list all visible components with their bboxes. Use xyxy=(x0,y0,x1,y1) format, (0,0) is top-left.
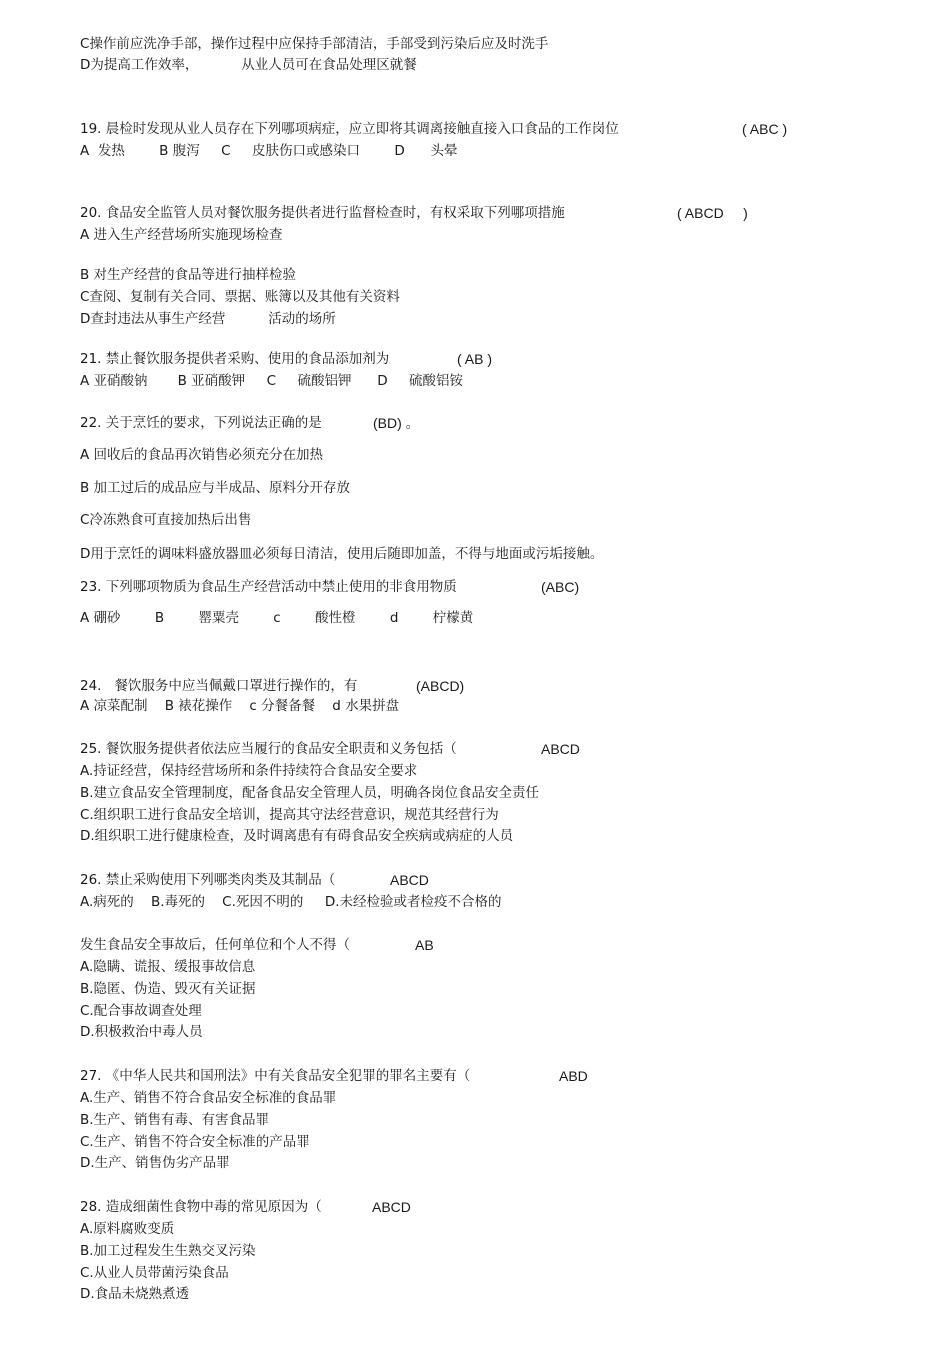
q22-option-b: B 加工过后的成品应与半成品、原料分开存放 xyxy=(80,480,351,496)
q18-option-c: C操作前应洗净手部，操作过程中应保持手部清洁，手部受到污染后应及时洗手 xyxy=(80,36,549,52)
q23-stem: 23. 下列哪项物质为食品生产经营活动中禁止使用的非食用物质 xyxy=(80,579,457,595)
q23-answer: (ABC) xyxy=(541,579,580,595)
q25-stem: 25. 餐饮服务提供者依法应当履行的食品安全职责和义务包括（ xyxy=(80,741,457,757)
q26b-option-a: A.隐瞒、谎报、缓报事故信息 xyxy=(80,959,256,975)
q27-option-c: C.生产、销售不符合安全标准的产品罪 xyxy=(80,1134,310,1150)
q22-option-d: D用于烹饪的调味料盛放器皿必须每日清洁，使用后随即加盖，不得与地面或污垢接触。 xyxy=(80,546,604,562)
q22-option-a: A 回收后的食品再次销售必须充分在加热 xyxy=(80,447,324,463)
q26-options: A.病死的 B.毒死的 C.死因不明的 D.未经检验或者检疫不合格的 xyxy=(80,894,502,910)
q26-answer: ABCD xyxy=(390,872,429,888)
q28-option-c: C.从业人员带菌污染食品 xyxy=(80,1265,229,1281)
q25-option-b: B.建立食品安全管理制度，配备食品安全管理人员，明确各岗位食品安全责任 xyxy=(80,785,540,801)
q28-option-b: B.加工过程发生生熟交叉污染 xyxy=(80,1243,256,1259)
q19-stem: 19. 晨检时发现从业人员存在下列哪项病症，应立即将其调离接触直接入口食品的工作岗位 xyxy=(80,121,619,137)
q26b-option-b: B.隐匿、伪造、毁灭有关证据 xyxy=(80,981,256,997)
q25-option-c: C.组织职工进行食品安全培训，提高其守法经营意识，规范其经营行为 xyxy=(80,807,499,823)
q25-option-d: D.组织职工进行健康检查，及时调离患有有碍食品安全疾病或病症的人员 xyxy=(80,828,514,844)
q20-option-a: A 进入生产经营场所实施现场检查 xyxy=(80,227,283,243)
q19-answer: ( ABC ) xyxy=(742,121,788,137)
q20-option-b: B 对生产经营的食品等进行抽样检验 xyxy=(80,267,297,283)
q27-option-a: A.生产、销售不符合食品安全标准的食品罪 xyxy=(80,1090,337,1106)
q20-option-d: D查封违法从事生产经营 活动的场所 xyxy=(80,311,336,327)
q20-stem: 20. 食品安全监管人员对餐饮服务提供者进行监督检查时，有权采取下列哪项措施 xyxy=(80,205,565,221)
q28-answer: ABCD xyxy=(372,1199,411,1215)
q21-stem: 21. 禁止餐饮服务提供者采购、使用的食品添加剂为 xyxy=(80,351,390,367)
q26b-option-d: D.积极救治中毒人员 xyxy=(80,1024,203,1040)
q27-option-d: D.生产、销售伪劣产品罪 xyxy=(80,1155,230,1171)
q21-answer: ( AB ) xyxy=(457,351,493,367)
q26-stem: 26. 禁止采购使用下列哪类肉类及其制品（ xyxy=(80,872,336,888)
q24-options: A 凉菜配制 B 裱花操作 c 分餐备餐 d 水果拼盘 xyxy=(80,698,400,714)
q28-option-a: A.原料腐败变质 xyxy=(80,1221,175,1237)
q27-stem: 27. 《中华人民共和国刑法》中有关食品安全犯罪的罪名主要有（ xyxy=(80,1068,471,1084)
q20-option-c: C查阅、复制有关合同、票据、账簿以及其他有关资料 xyxy=(80,289,400,305)
q21-options: A 亚硝酸钠 B 亚硝酸钾 C 硫酸铝钾 D 硫酸铝铵 xyxy=(80,373,464,389)
q27-option-b: B.生产、销售有毒、有害食品罪 xyxy=(80,1112,270,1128)
q27-answer: ABD xyxy=(559,1068,588,1084)
q19-options: A 发热 B 腹泻 C 皮肤伤口或感染口 D 头晕 xyxy=(80,143,458,159)
q26b-option-c: C.配合事故调查处理 xyxy=(80,1003,202,1019)
q22-stem: 22. 关于烹饪的要求，下列说法正确的是 xyxy=(80,415,322,431)
q25-option-a: A.持证经营，保持经营场所和条件持续符合食品安全要求 xyxy=(80,763,418,779)
q28-option-d: D.食品未烧熟煮透 xyxy=(80,1286,190,1302)
q26b-stem: 发生食品安全事故后，任何单位和个人不得（ xyxy=(80,937,350,953)
q24-answer: (ABCD) xyxy=(416,678,465,694)
q25-answer: ABCD xyxy=(541,741,580,757)
q20-answer: ( ABCD ) xyxy=(677,205,748,221)
q23-options: A 硼砂 B 罂粟壳 c 酸性橙 d 柠檬黄 xyxy=(80,610,474,626)
q24-stem: 24. 餐饮服务中应当佩戴口罩进行操作的，有 xyxy=(80,678,358,694)
q18-option-d: D为提高工作效率， 从业人员可在食品处理区就餐 xyxy=(80,57,417,73)
q22-option-c: C冷冻熟食可直接加热后出售 xyxy=(80,512,252,528)
q28-stem: 28. 造成细菌性食物中毒的常见原因为（ xyxy=(80,1199,322,1215)
q22-answer: (BD) 。 xyxy=(373,415,420,431)
q26b-answer: AB xyxy=(415,937,434,953)
